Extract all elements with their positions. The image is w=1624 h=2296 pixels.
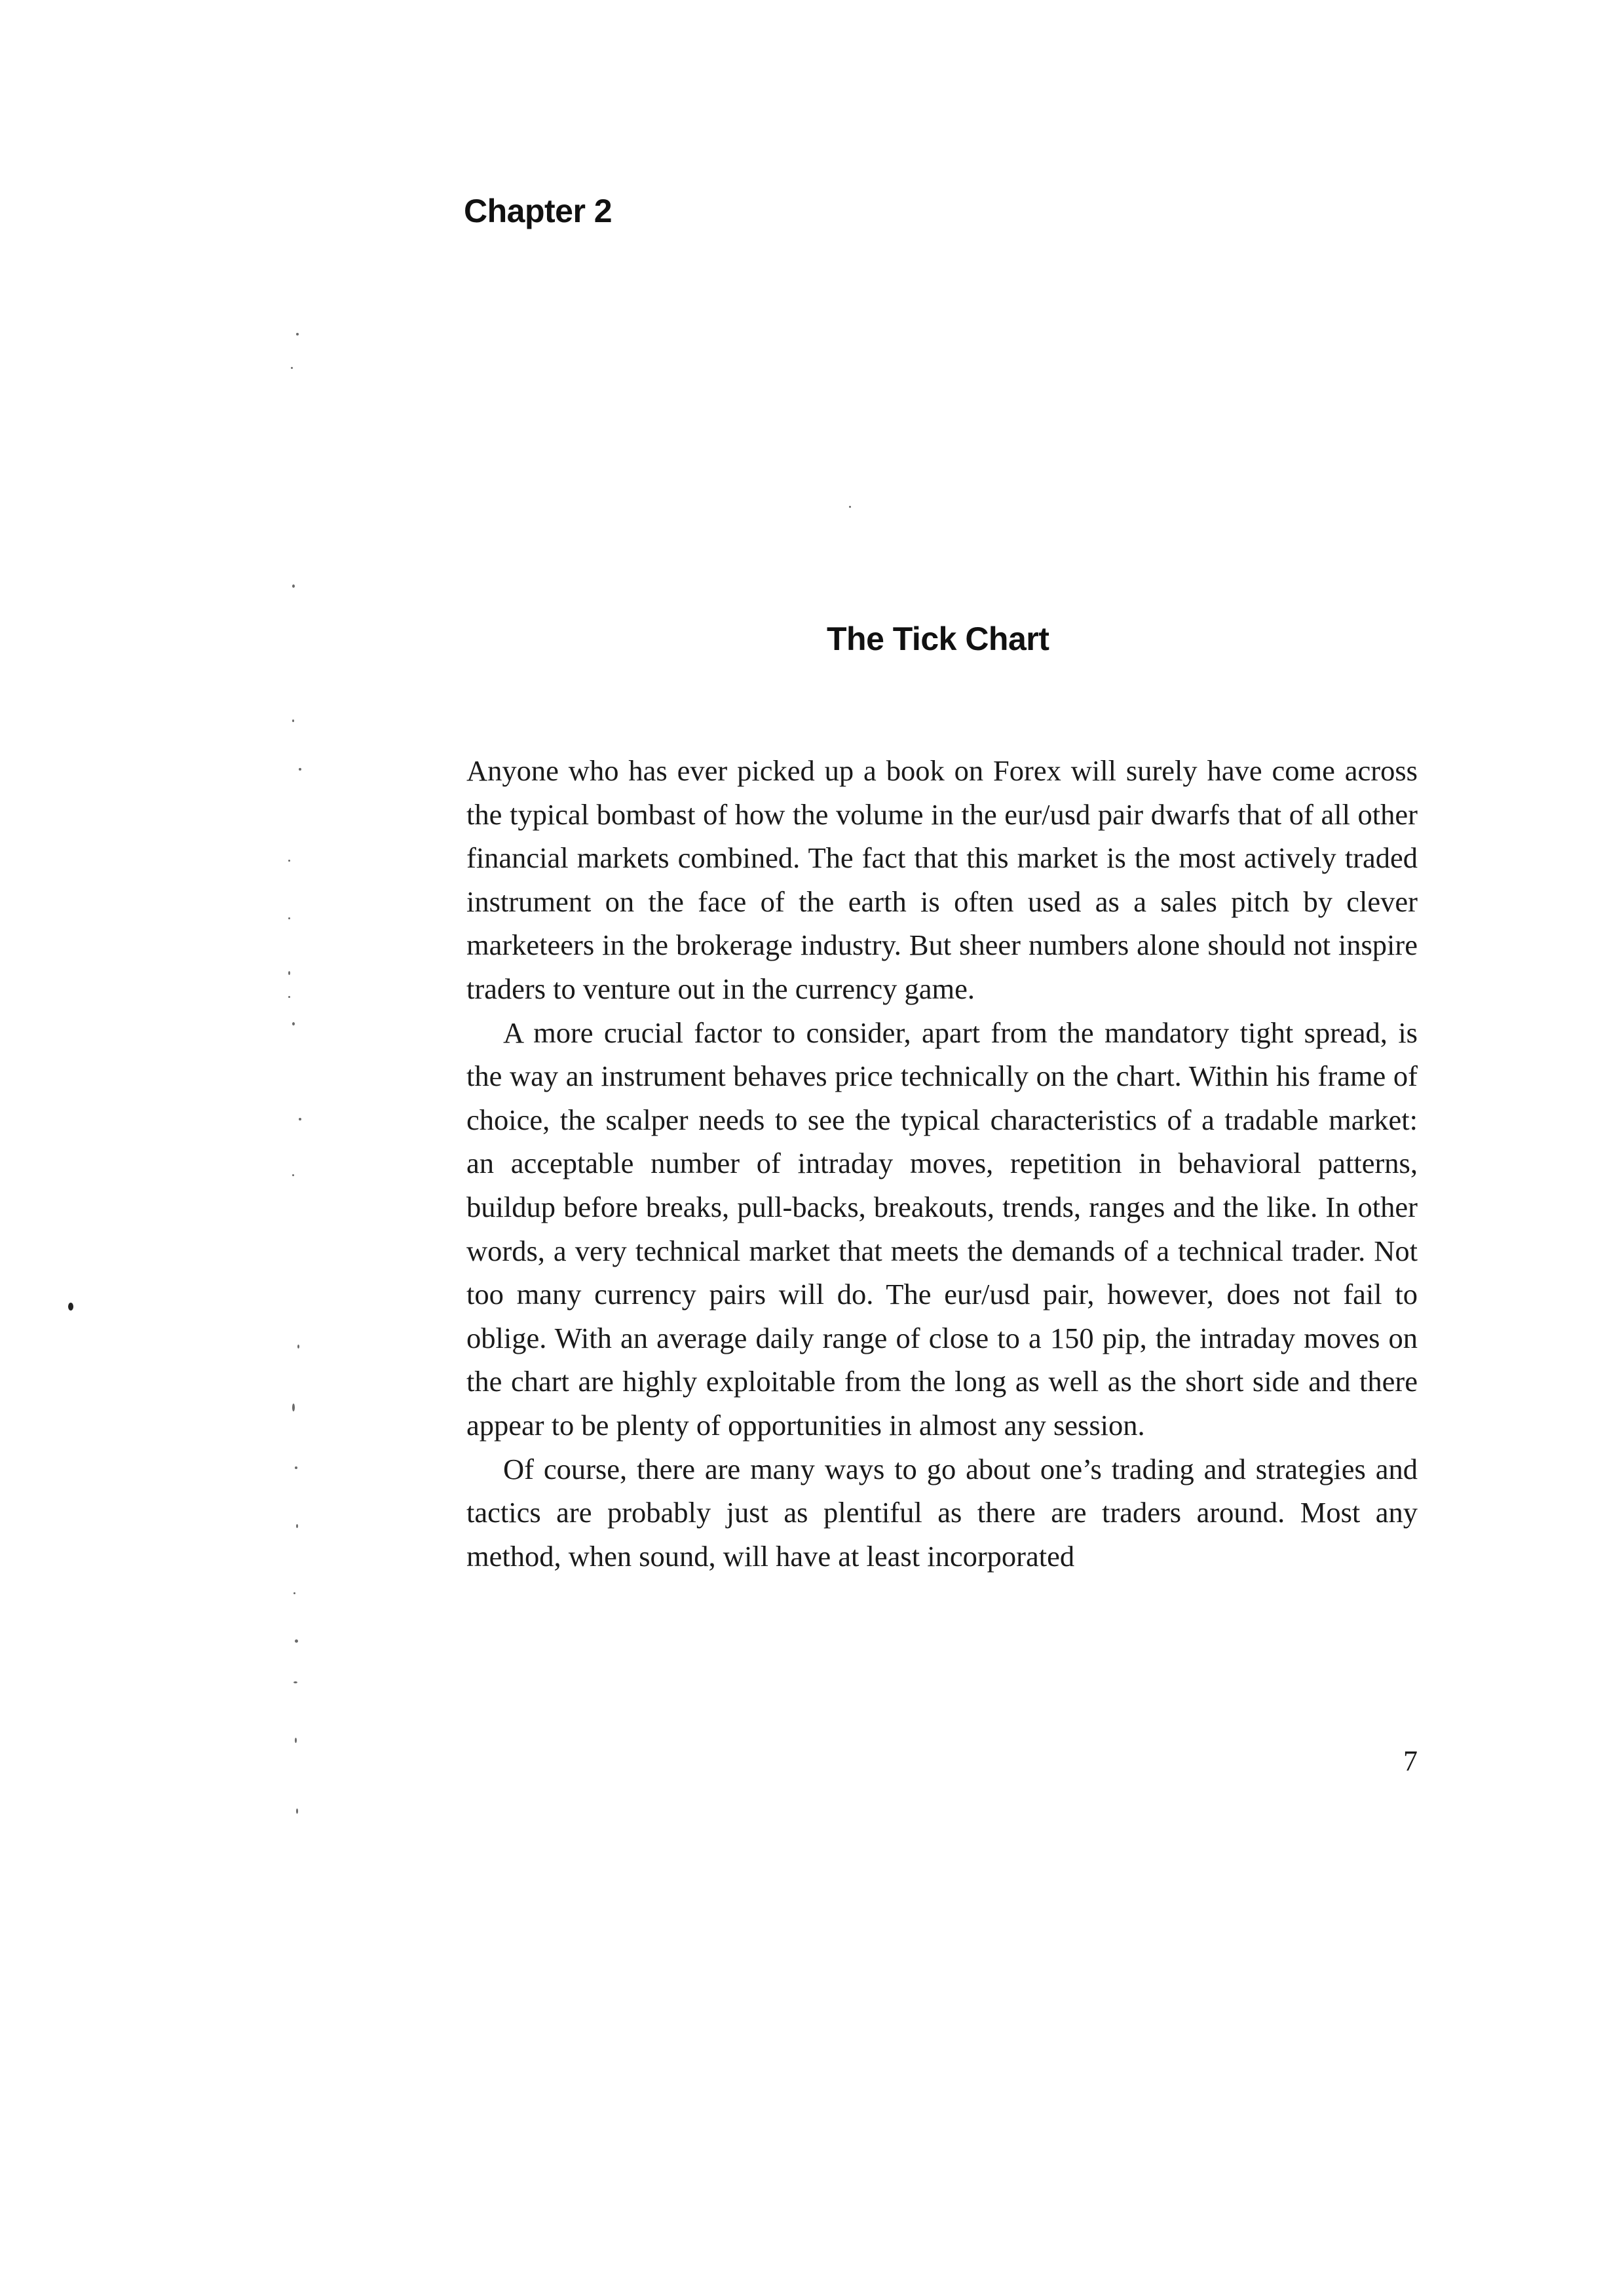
scan-speck (293, 1592, 295, 1594)
scan-speck (288, 996, 290, 998)
scan-speck (295, 1738, 297, 1743)
scan-speck (296, 1808, 298, 1814)
scan-speck (295, 1466, 297, 1469)
chapter-label: Chapter 2 (464, 193, 613, 229)
scan-speck (288, 917, 290, 919)
paragraph-3: Of course, there are many ways to go about one’s trading and strategies and tactics are probably just as plentiful as there are traders around. Most any method, when sound, will have at least incorporated (466, 1452, 1418, 1573)
scan-speck (288, 860, 290, 862)
page-number: 7 (1403, 1745, 1418, 1777)
scan-speck (295, 1639, 298, 1643)
scan-speck (292, 584, 295, 588)
scan-speck (292, 1404, 295, 1411)
scan-speck (292, 1174, 294, 1176)
scan-speck (293, 1681, 297, 1683)
scan-speck (292, 1022, 295, 1025)
paragraph-2: A more crucial factor to consider, apart from the mandatory tight spread, is the way an instrument behaves price technically on the chart. Within his frame of choice, the scalper needs to see the typical characteristics of a tradable market: an acceptable number of intraday moves, repetition in behavioral patterns, buildup before breaks, pull-backs, breakouts, trends, ranges and the like. In other words, a very technical market that meets the demands of a technical trader. Not too many currency pairs will do. The eur/usd pair, however, does not fail to oblige. With an average daily range of close to a 150 pip, the intraday moves on the chart are highly exploitable from the long as well as the short side and there appear to be plenty of opportunities in almost any session. (466, 1016, 1418, 1442)
scan-speck (299, 1118, 301, 1120)
section-title: The Tick Chart (827, 621, 1049, 657)
scan-speck (297, 1345, 299, 1349)
scan-speck (292, 719, 294, 722)
scan-speck (68, 1303, 73, 1311)
scan-speck (288, 971, 290, 975)
scan-speck (299, 768, 301, 771)
body-text (466, 749, 1418, 1578)
paragraph-1: Anyone who has ever picked up a book on Forex will surely have come across the typical bombast of how the volume in the eur/usd pair dwarfs that of all other financial markets combined. The fact that this market is the most actively traded instrument on the face of the earth is often used as a sales pitch by clever marketeers in the brokerage industry. But sheer numbers alone should not inspire traders to venture out in the currency game. (466, 754, 1418, 1005)
scan-speck (296, 1524, 298, 1528)
scan-speck (296, 333, 299, 335)
scan-speck (849, 506, 851, 508)
scan-speck (291, 367, 293, 369)
